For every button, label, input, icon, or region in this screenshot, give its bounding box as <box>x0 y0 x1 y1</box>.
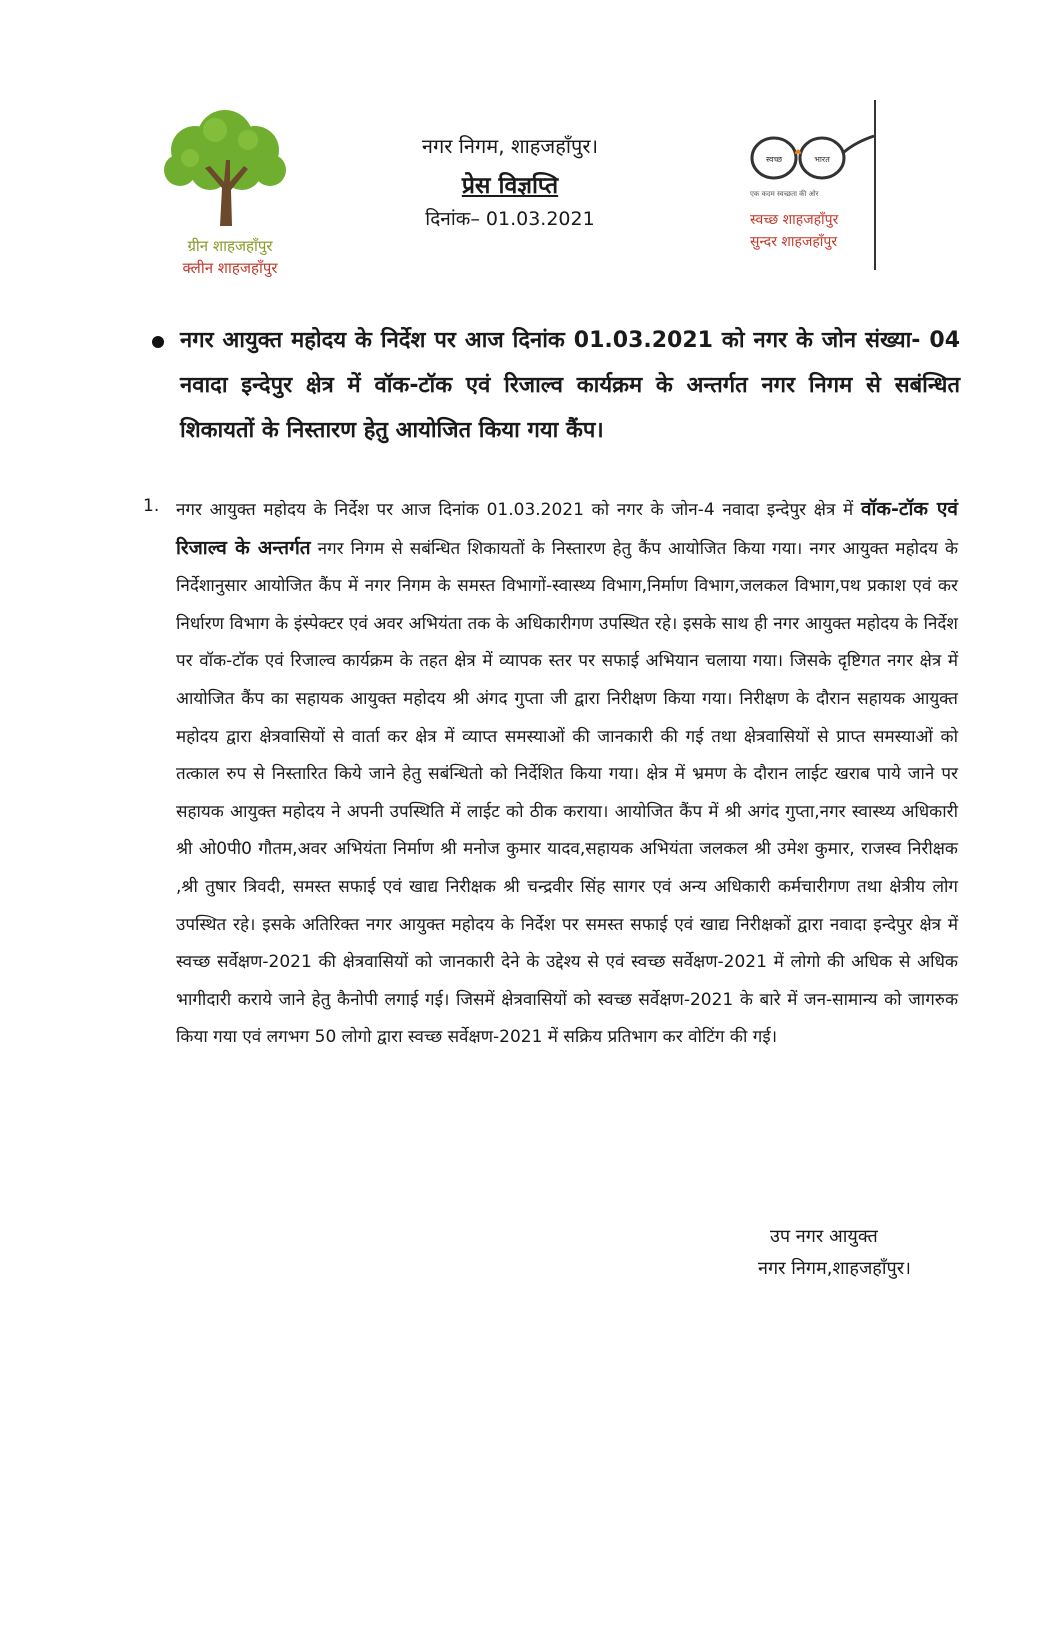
swachh-shahjahanpur-text: स्वच्छ शाहजहाँपुर <box>750 212 839 228</box>
body-paragraph <box>176 491 958 1057</box>
release-date: दिनांक– 01.03.2021 <box>425 208 595 230</box>
swachh-bharat-glasses-icon <box>748 122 876 192</box>
lens-left-text: स्वच्छ <box>765 155 783 164</box>
item-number: 1. <box>143 496 160 516</box>
press-release-title <box>330 168 690 200</box>
clean-shahjahanpur-text: क्लीन शाहजहाँपुर <box>182 259 278 277</box>
bullet-icon <box>152 336 164 348</box>
tree-icon <box>160 108 290 228</box>
headline: नगर आयुक्त महोदय के निर्देश पर आज दिनांक 01.03.2021 को नगर के जोन संख्या- 04 नवादा इन्देपुर क्षेत्र में वॉक-टॉक एवं रिजाल्व कार्यक्रम के अन्तर्गत नगर निगम से सबंन्धित शिकायतों के निस्तारण हेतु आयोजित किया गया कैंप। <box>180 328 960 443</box>
swachh-bharat-logo <box>748 100 888 275</box>
lens-right-text: भारत <box>814 155 830 164</box>
body-bold-phrase: वॉक-टॉक एवं रिजाल्व के अन्तर्गत <box>176 498 958 559</box>
org-name: नगर निगम, शाहजहाँपुर। <box>421 134 599 158</box>
green-shahjahanpur-text: ग्रीन शाहजहाँपुर <box>187 237 273 255</box>
press-release-title-text: प्रेस विज्ञप्ति <box>461 173 559 199</box>
logo-tagline: एक कदम स्वच्छता की ओर <box>750 190 819 198</box>
signatory-title: उप नगर आयुक्त <box>770 1226 878 1247</box>
body-text-part1: नगर आयुक्त महोदय के निर्देश पर आज दिनांक 01.03.2021 को नगर के जोन-4 नवादा इन्देपुर क्षेत्र में <box>176 500 861 520</box>
signatory-org: नगर निगम,शाहजहाँपुर। <box>758 1258 911 1279</box>
body-text-part2: नगर निगम से सबंन्धित शिकायतों के निस्तारण हेतु कैंप आयोजित किया गया। नगर आयुक्त महोदय के निर्देशानुसार आयोजित कैंप में नगर निगम के समस्त विभागों-स्वास्थ्य विभाग,निर्माण विभाग,जलकल विभाग,पथ प्रकाश एवं कर निर्धारण विभाग के इंस्पेक्टर एवं अवर अभियंता तक के अधिकारीगण उपस्थित रहे। इसके साथ ही नगर आयुक्त महोदय के निर्देश पर वॉक-टॉक एवं रिजाल्व कार्यक्रम के तहत क्षेत्र में व्यापक स्तर पर सफाई अभियान चलाया गया। जिसके दृष्टिगत नगर क्षेत्र में आयोजित कैंप का सहायक आयुक्त महोदय श्री अंगद गुप्ता जी द्वारा निरीक्षण किया गया। निरीक्षण के दौरान सहायक आयुक्त महोदय द्वारा क्षेत्रवासियों से वार्ता कर क्षेत्र में व्याप्त समस्याओं की जानकारी की गई तथा क्षेत्रवासियों से प्राप्त समस्याओं को तत्काल रुप से निस्तारित किये जाने हेतु सबंन्धितो को निर्देशित किया गया। क्षेत्र में भ्रमण के दौरान लाईट खराब पाये जाने पर सहायक आयुक्त महोदय ने अपनी उपस्थिति में लाईट को ठीक कराया। आयोजित कैंप में श्री अगंद गुप्ता,नगर स्वास्थ्य अधिकारी श्री ओ0पी0 गौतम,अवर अभियंता निर्माण श्री मनोज कुमार यादव,सहायक अभियंता जलकल श्री उमेश कुमार, राजस्व निरीक्षक ,श्री तुषार त्रिवदी, समस्त सफाई एवं खाद्य निरीक्षक श्री चन्द्रवीर सिंह सागर एवं अन्य अधिकारी कर्मचारीगण तथा क्षेत्रीय लोग उपस्थित रहे। इसके अतिरिक्त नगर आयुक्त महोदय के निर्देश पर समस्त सफाई एवं खाद्य निरीक्षकों द्वारा नवादा इन्देपुर क्षेत्र में स्वच्छ सर्वेक्षण-2021 की क्षेत्रवासियों को जानकारी देने के उद्देश्य से एवं स्वच्छ सर्वेक्षण-2021 में लोगो की अधिक से अधिक भागीदारी कराये जाने हेतु कैनोपी लगाई गई। जिसमें क्षेत्रवासियों को स्वच्छ सर्वेक्षण-2021 के बारे में जन-सामान्य को जागरुक किया गया एवं लगभग 50 लोगो द्वारा स्वच्छ सर्वेक्षण-2021 में सक्रिय प्रतिभाग कर वोटिंग की गई। <box>176 538 958 1048</box>
green-shahjahanpur-logo <box>150 108 310 283</box>
sundar-shahjahanpur-text: सुन्दर शाहजहाँपुर <box>750 234 838 250</box>
